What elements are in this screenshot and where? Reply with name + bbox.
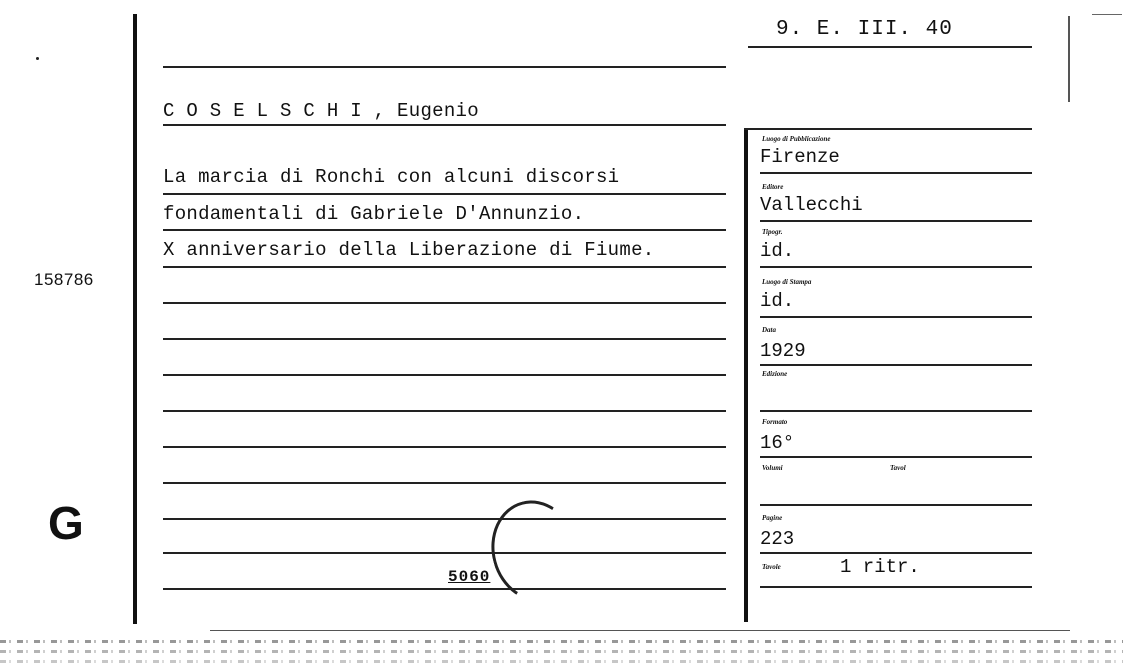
- ruled-line: [163, 588, 726, 590]
- stamp-number: 5060: [448, 568, 491, 586]
- speck: [36, 57, 39, 60]
- value-place-of-printing: id.: [760, 290, 795, 312]
- field-line: [760, 364, 1032, 366]
- field-line: [760, 586, 1032, 588]
- fields-box-top-border: [744, 128, 1032, 130]
- label-printer: Tipogr.: [762, 228, 783, 236]
- header-rule: [163, 66, 726, 68]
- field-line: [760, 172, 1032, 174]
- library-stamp: [480, 491, 589, 612]
- label-date: Data: [762, 326, 776, 334]
- field-line: [760, 316, 1032, 318]
- value-printer: id.: [760, 240, 795, 262]
- title-line: X anniversario della Liberazione di Fiume.: [163, 239, 655, 261]
- field-line: [760, 504, 1032, 506]
- value-date: 1929: [760, 340, 806, 362]
- edge-tick: [1092, 14, 1122, 15]
- label-format: Formato: [762, 418, 788, 426]
- card-right-edge: [1068, 16, 1070, 102]
- field-line: [760, 220, 1032, 222]
- ruled-line: [163, 338, 726, 340]
- label-publisher: Editore: [762, 183, 784, 191]
- label-edition: Edizione: [762, 370, 788, 378]
- ruled-line: [163, 410, 726, 412]
- field-line: [760, 456, 1032, 458]
- title-line: La marcia di Ronchi con alcuni discorsi: [163, 166, 620, 188]
- author-line: [163, 100, 479, 122]
- label-pages: Pagine: [762, 514, 783, 522]
- ruled-line: [163, 552, 726, 554]
- card-left-border: [133, 14, 137, 624]
- field-line: [760, 266, 1032, 268]
- scan-noise: [0, 650, 1123, 653]
- ruled-line: [163, 193, 726, 195]
- ruled-line: [163, 374, 726, 376]
- ruled-line: [163, 482, 726, 484]
- author-separator: ,: [373, 100, 386, 122]
- author-first-name: Eugenio: [397, 100, 479, 122]
- scan-noise: [0, 640, 1123, 643]
- value-illustrations: 1 ritr.: [840, 556, 920, 578]
- value-format: 16°: [760, 432, 795, 454]
- scan-noise: [0, 660, 1123, 663]
- ruled-line: [163, 518, 726, 520]
- author-surname: C O S E L S C H I: [163, 100, 362, 122]
- author-underline: [163, 124, 726, 126]
- label-plates: Tavol: [890, 464, 906, 472]
- value-place-of-publication: Firenze: [760, 146, 840, 168]
- value-pages: 223: [760, 528, 795, 550]
- fields-box-left-border: [744, 128, 748, 622]
- ruled-line: [163, 229, 726, 231]
- label-place-of-printing: Luogo di Stampa: [762, 278, 812, 286]
- section-letter: G: [48, 497, 84, 549]
- ruled-line: [163, 302, 726, 304]
- bottom-rule: [210, 630, 1070, 631]
- ruled-line: [163, 446, 726, 448]
- ruled-line: [163, 266, 726, 268]
- value-publisher: Vallecchi: [760, 194, 863, 216]
- label-volumes: Volumi: [762, 464, 783, 472]
- label-place-of-publication: Luogo di Pubblicazione: [762, 135, 831, 143]
- field-line: [760, 410, 1032, 412]
- shelfmark-underline: [748, 46, 1032, 48]
- field-line: [760, 552, 1032, 554]
- title-line: fondamentali di Gabriele D'Annunzio.: [163, 203, 585, 225]
- label-illustrations: Tavole: [762, 563, 781, 571]
- shelfmark: 9. E. III. 40: [776, 18, 953, 41]
- inventory-number: 158786: [34, 270, 94, 289]
